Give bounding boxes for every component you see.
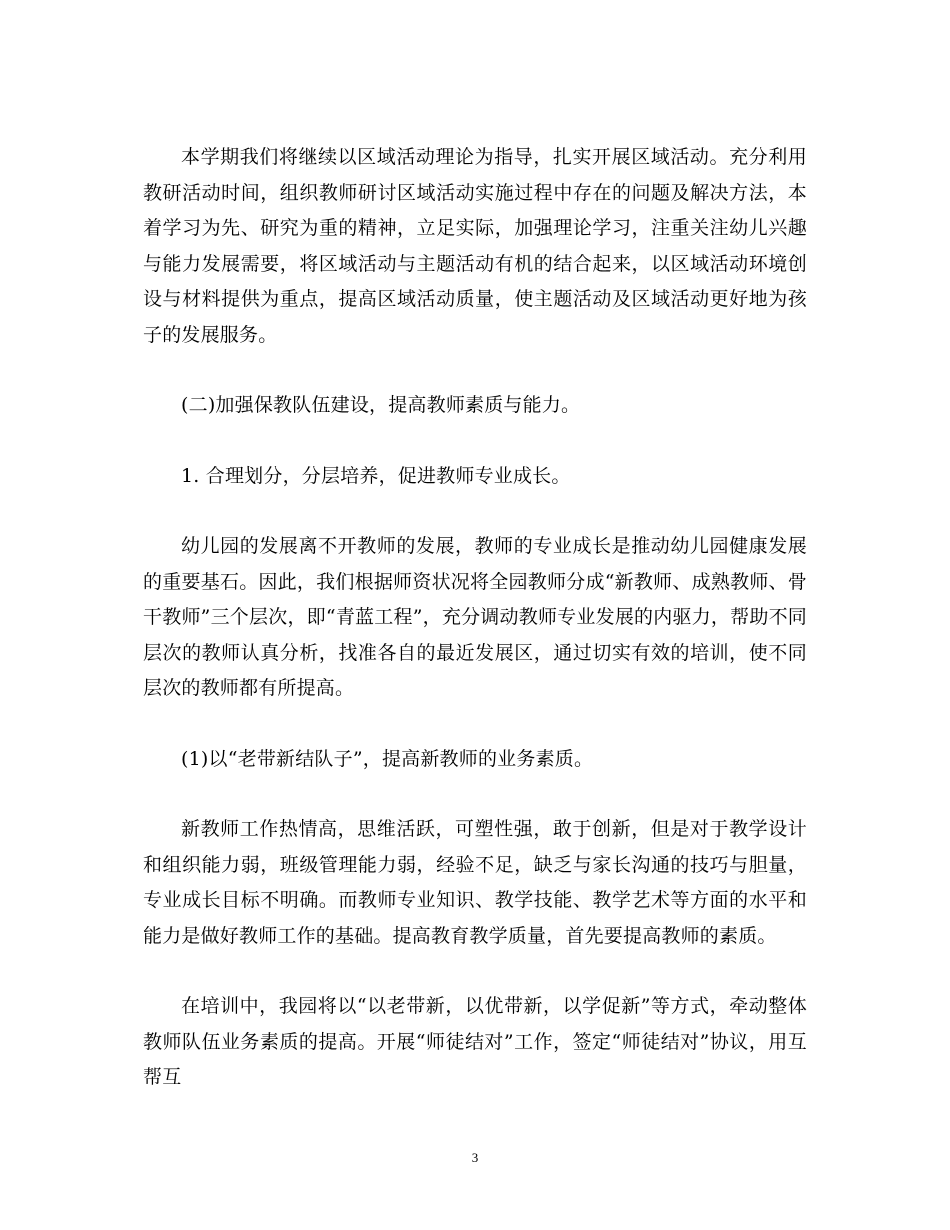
page-number: 3 [471, 1150, 479, 1165]
subheading-mentoring: (1)以“老带新结队子”，提高新教师的业务素质。 [181, 747, 594, 770]
document-body [143, 140, 807, 1096]
section-heading-staff-building: (二)加强保教队伍建设，提高教师素质与能力。 [181, 394, 581, 416]
paragraph-training-methods: 在培训中，我园将以“以老带新，以优带新，以学促新”等方式，牵动整体教师队伍业务素质的提高。开展“师徒结对”工作，签定“师徒结对”协议，用互帮互 [143, 995, 807, 1088]
paragraph-new-teachers: 新教师工作热情高，思维活跃，可塑性强，敢于创新，但是对于教学设计和组织能力弱，班级管理能力弱，经验不足，缺乏与家长沟通的技巧与胆量，专业成长目标不明确。而教师专业知识、教学技能、教学艺术等方面的水平和能力是做好教师工作的基础。提高教育教学质量，首先要提高教师的素质。 [143, 818, 807, 947]
paragraph-regional-activities: 本学期我们将继续以区域活动理论为指导，扎实开展区域活动。充分利用教研活动时间，组织教师研讨区域活动实施过程中存在的问题及解决方法，本着学习为先、研究为重的精神，立足实际，加强理论学习，注重关注幼儿兴趣与能力发展需要，将区域活动与主题活动有机的结合起来，以区域活动环境创设与材料提供为重点，提高区域活动质量，使主题活动及区域活动更好地为孩子的发展服务。 [143, 146, 807, 346]
subheading-tiered-training: 1. 合理划分，分层培养，促进教师专业成长。 [181, 464, 571, 487]
paragraph-teacher-development: 幼儿园的发展离不开教师的发展，教师的专业成长是推动幼儿园健康发展的重要基石。因此，我们根据师资状况将全园教师分成“新教师、成熟教师、骨干教师”三个层次，即“青蓝工程”，充分调动教师专业发展的内驱力，帮助不同层次的教师认真分析，找准各自的最近发展区，通过切实有效的培训，使不同层次的教师都有所提高。 [143, 535, 807, 699]
